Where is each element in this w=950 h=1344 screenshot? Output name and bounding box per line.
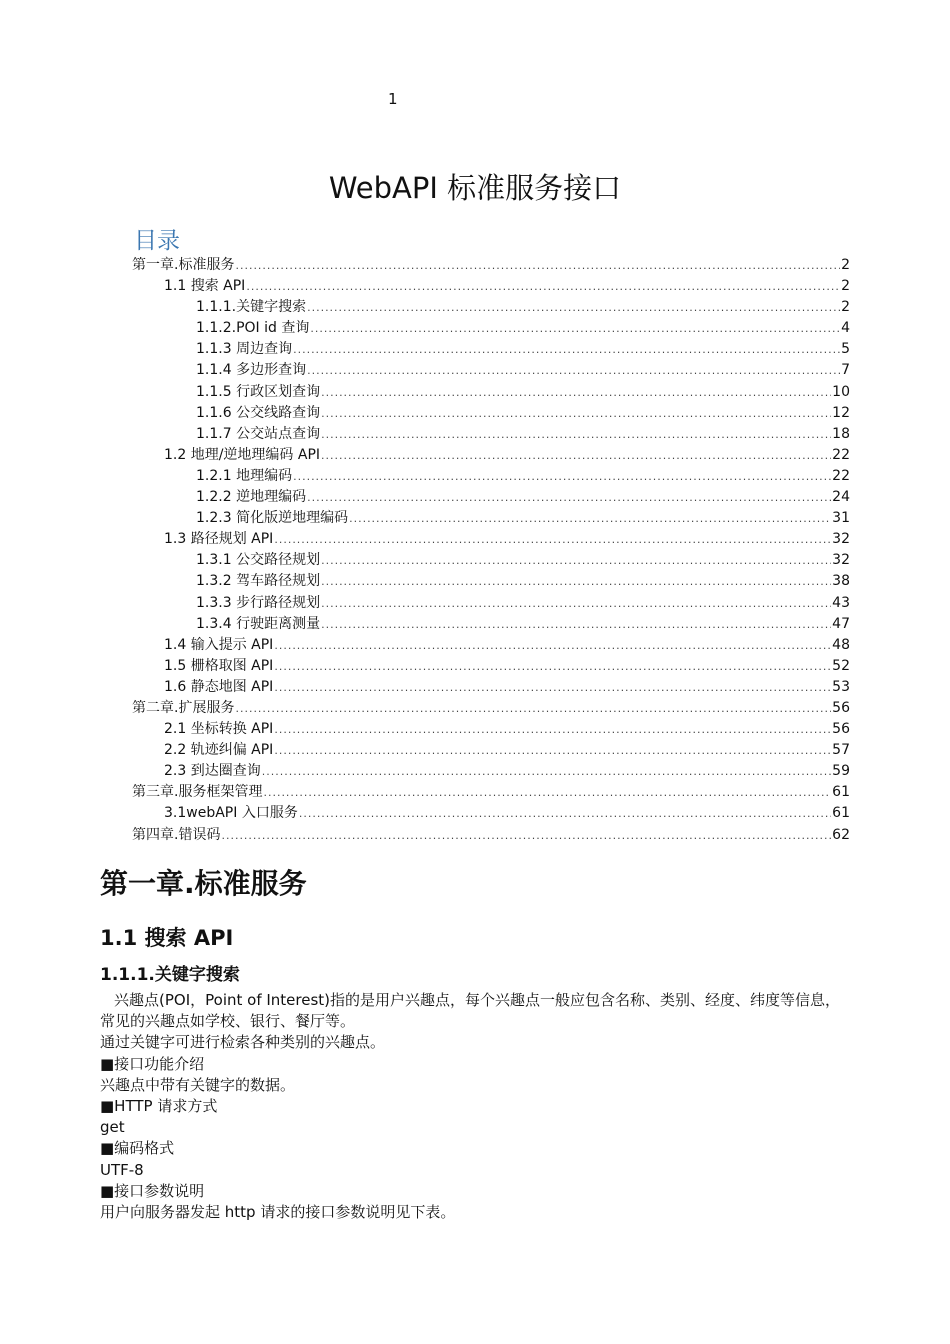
section-heading: 1.1 搜索 API: [100, 926, 234, 950]
toc-entry-page: 47: [832, 615, 850, 632]
toc-entry[interactable]: [132, 635, 850, 656]
toc-dot-leader: [321, 550, 831, 571]
toc-entry[interactable]: [132, 297, 850, 318]
toc-entry[interactable]: [132, 719, 850, 740]
toc-entry[interactable]: [132, 571, 850, 592]
toc-entry-page: 56: [832, 699, 850, 716]
toc-dot-leader: [321, 593, 831, 614]
toc-dot-leader: [310, 318, 840, 339]
toc-entry-page: 5: [841, 341, 850, 358]
toc-entry-label: 1.1.7 公交站点查询: [196, 425, 321, 442]
toc-entry-page: 62: [832, 826, 850, 843]
toc-entry[interactable]: [132, 276, 850, 297]
toc-entry-label: 1.5 栅格取图 API: [164, 657, 274, 674]
toc-dot-leader: [321, 614, 831, 635]
toc-entry[interactable]: [132, 255, 850, 276]
toc-entry[interactable]: [132, 550, 850, 571]
toc-entry-page: 57: [832, 742, 850, 759]
toc-entry[interactable]: [132, 360, 850, 381]
encoding-text: UTF-8: [100, 1160, 144, 1179]
toc-dot-leader: [307, 487, 831, 508]
intro-paragraph: 兴趣点(POI，Point of Interest)指的是用户兴趣点，每个兴趣点一般应包含名称、类别、经度、纬度等信息，常见的兴趣点如学校、银行、餐厅等。: [100, 991, 841, 1031]
http-method-text: get: [100, 1118, 125, 1137]
toc-dot-leader: [349, 508, 831, 529]
toc-entry[interactable]: [132, 740, 850, 761]
toc-entry[interactable]: [132, 825, 850, 846]
toc-dot-leader: [246, 276, 840, 297]
http-method-title: ■HTTP 请求方式: [100, 1097, 218, 1116]
toc-entry-page: 61: [832, 784, 850, 801]
toc-entry-label: 1.1.6 公交线路查询: [196, 404, 321, 421]
toc-entry-page: 4: [841, 320, 850, 337]
toc-entry-label: 1.6 静态地图 API: [164, 678, 274, 695]
toc-entry-page: 2: [841, 299, 850, 316]
toc-entry[interactable]: [132, 614, 850, 635]
toc-entry-label: 1.3.1 公交路径规划: [196, 552, 321, 569]
toc-dot-leader: [235, 698, 831, 719]
toc-entry-label: 1.3.4 行驶距离测量: [196, 615, 321, 632]
toc-heading: 目录: [134, 228, 180, 254]
page-number: 1: [388, 90, 398, 108]
toc-entry-label: 3.1webAPI 入口服务: [164, 805, 298, 822]
toc-entry-label: 第一章.标准服务: [132, 257, 235, 273]
toc-entry-label: 2.1 坐标转换 API: [164, 721, 274, 738]
toc-entry-label: 1.1.4 多边形查询: [196, 362, 307, 379]
toc-entry-label: 第四章.错误码: [132, 826, 221, 843]
toc-entry[interactable]: [132, 508, 850, 529]
toc-entry[interactable]: [132, 403, 850, 424]
toc-entry[interactable]: [132, 445, 850, 466]
toc-dot-leader: [307, 360, 840, 381]
toc-entry-label: 1.2.2 逆地理编码: [196, 489, 307, 506]
params-text: 用户向服务器发起 http 请求的接口参数说明见下表。: [100, 1203, 456, 1222]
toc-entry[interactable]: [132, 593, 850, 614]
toc-entry-page: 38: [832, 573, 850, 590]
toc-dot-leader: [221, 825, 831, 846]
document-title: WebAPI 标准服务接口: [328, 171, 622, 205]
toc-dot-leader: [293, 339, 840, 360]
toc-entry[interactable]: [132, 529, 850, 550]
toc-dot-leader: [307, 297, 840, 318]
toc-entry[interactable]: [132, 466, 850, 487]
toc-entry-label: 1.1.1.关键字搜索: [196, 299, 307, 316]
toc-entry[interactable]: [132, 803, 850, 824]
keyword-search-paragraph: 通过关键字可进行检索各种类别的兴趣点。: [100, 1033, 386, 1052]
toc-entry-label: 1.2.1 地理编码: [196, 467, 293, 484]
toc-entry-page: 7: [841, 362, 850, 379]
toc-dot-leader: [274, 677, 831, 698]
toc-dot-leader: [321, 424, 831, 445]
toc-entry-label: 1.1.5 行政区划查询: [196, 383, 321, 400]
toc-entry-label: 1.1 搜索 API: [164, 278, 246, 295]
function-text: 兴趣点中带有关键字的数据。: [100, 1075, 296, 1094]
toc-entry-label: 1.2 地理/逆地理编码 API: [164, 446, 321, 463]
toc-dot-leader: [274, 529, 831, 550]
toc-dot-leader: [274, 740, 831, 761]
toc-entry-page: 10: [832, 383, 850, 400]
toc-entry-label: 1.1.3 周边查询: [196, 341, 293, 358]
params-title: ■接口参数说明: [100, 1181, 205, 1200]
toc-entry-label: 1.3 路径规划 API: [164, 531, 274, 548]
toc-entry-label: 1.2.3 简化版逆地理编码: [196, 510, 349, 527]
toc-dot-leader: [274, 719, 831, 740]
toc-entry-label: 1.3.2 驾车路径规划: [196, 573, 321, 590]
toc-entry-label: 2.2 轨迹纠偏 API: [164, 742, 274, 759]
toc-entry-page: 32: [832, 531, 850, 548]
toc-entry[interactable]: [132, 339, 850, 360]
toc-entry-page: 31: [832, 510, 850, 527]
toc-dot-leader: [321, 571, 831, 592]
toc-entry[interactable]: [132, 318, 850, 339]
table-of-contents: [132, 255, 850, 846]
toc-entry-page: 2: [841, 257, 850, 273]
toc-entry-page: 24: [832, 489, 850, 506]
toc-entry-page: 43: [832, 594, 850, 611]
toc-entry-page: 32: [832, 552, 850, 569]
toc-entry-label: 第二章.扩展服务: [132, 699, 235, 716]
chapter-heading: 第一章.标准服务: [100, 867, 307, 900]
toc-entry[interactable]: [132, 761, 850, 782]
toc-entry[interactable]: [132, 677, 850, 698]
toc-entry[interactable]: [132, 424, 850, 445]
toc-dot-leader: [321, 445, 831, 466]
toc-entry-label: 1.1.2.POI id 查询: [196, 320, 310, 337]
toc-entry-page: 12: [832, 404, 850, 421]
encoding-title: ■编码格式: [100, 1139, 175, 1158]
toc-dot-leader: [235, 255, 840, 276]
toc-entry-page: 2: [841, 278, 850, 295]
body-text: [100, 990, 852, 1223]
toc-entry-page: 48: [832, 636, 850, 653]
toc-entry-label: 2.3 到达圈查询: [164, 763, 261, 780]
toc-entry-page: 52: [832, 657, 850, 674]
toc-entry-page: 22: [832, 446, 850, 463]
toc-dot-leader: [263, 782, 831, 803]
toc-dot-leader: [262, 761, 831, 782]
toc-entry-label: 1.3.3 步行路径规划: [196, 594, 321, 611]
function-title: ■接口功能介绍: [100, 1054, 205, 1073]
toc-dot-leader: [321, 382, 831, 403]
toc-dot-leader: [293, 466, 831, 487]
toc-dot-leader: [274, 635, 831, 656]
toc-entry[interactable]: [132, 487, 850, 508]
toc-entry-page: 61: [832, 805, 850, 822]
toc-dot-leader: [321, 403, 831, 424]
toc-entry[interactable]: [132, 782, 850, 803]
toc-entry-page: 56: [832, 721, 850, 738]
toc-entry[interactable]: [132, 382, 850, 403]
toc-entry-page: 22: [832, 467, 850, 484]
toc-entry-page: 59: [832, 763, 850, 780]
toc-entry[interactable]: [132, 656, 850, 677]
toc-entry-page: 18: [832, 425, 850, 442]
toc-entry-label: 第三章.服务框架管理: [132, 784, 263, 801]
toc-entry-label: 1.4 输入提示 API: [164, 636, 274, 653]
subsection-heading: 1.1.1.关键字搜索: [100, 965, 240, 985]
toc-dot-leader: [299, 803, 831, 824]
toc-dot-leader: [274, 656, 831, 677]
toc-entry-page: 53: [832, 678, 850, 695]
toc-entry[interactable]: [132, 698, 850, 719]
